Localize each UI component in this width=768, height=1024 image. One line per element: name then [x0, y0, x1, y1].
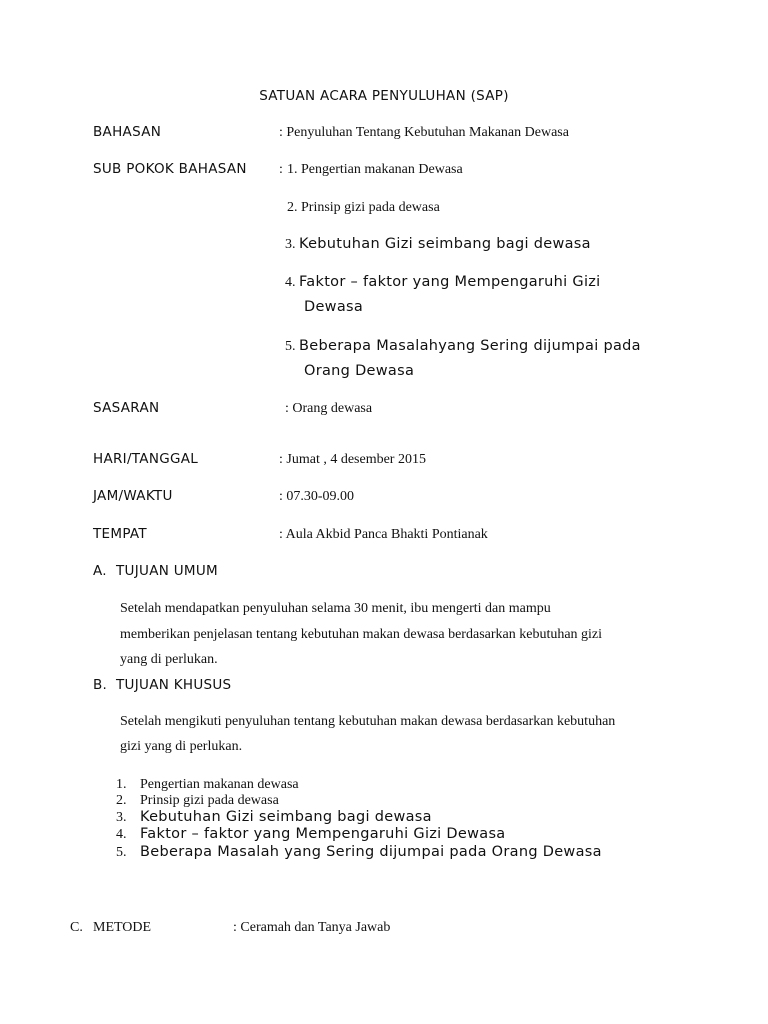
tujuan-khusus-marker: B.	[93, 677, 108, 693]
item-number: 3.	[285, 237, 296, 252]
tujuan-khusus-line: gizi yang di perlukan.	[120, 739, 243, 754]
metode-marker: C.	[70, 920, 83, 935]
hari-value: : Jumat , 4 desember 2015	[279, 452, 426, 467]
list-item: Beberapa Masalah yang Sering dijumpai pada Orang Dewasa	[140, 844, 602, 860]
item-number: 5.	[285, 339, 296, 354]
list-item-number: 3.	[116, 810, 127, 825]
tujuan-khusus-line: Setelah mengikuti penyuluhan tentang kebutuhan makan dewasa berdasarkan kebutuhan	[120, 714, 616, 729]
sub-pokok-item-continuation: Dewasa	[304, 299, 364, 315]
sub-pokok-colon: :	[279, 162, 283, 177]
tujuan-umum-marker: A.	[93, 563, 107, 579]
item-text: Prinsip gizi pada dewasa	[301, 200, 440, 215]
item-number: 2.	[287, 200, 298, 215]
tujuan-khusus-heading: TUJUAN KHUSUS	[116, 677, 232, 693]
jam-value: : 07.30-09.00	[279, 489, 355, 504]
sub-pokok-label: SUB POKOK BAHASAN	[93, 161, 247, 177]
item-text: Kebutuhan Gizi seimbang bagi dewasa	[299, 236, 591, 252]
metode-label: METODE	[93, 920, 152, 935]
sub-pokok-item-continuation: Orang Dewasa	[304, 363, 415, 379]
metode-value: : Ceramah dan Tanya Jawab	[233, 920, 391, 935]
list-item-number: 1.	[116, 777, 127, 792]
sub-pokok-item	[285, 275, 601, 290]
list-item-number: 5.	[116, 845, 127, 860]
bahasan-value: : Penyuluhan Tentang Kebutuhan Makanan Dewasa	[279, 125, 569, 140]
page-title: SATUAN ACARA PENYULUHAN (SAP)	[259, 88, 509, 104]
bahasan-label: BAHASAN	[93, 124, 162, 140]
hari-label: HARI/TANGGAL	[93, 451, 199, 467]
item-text: Pengertian makanan Dewasa	[301, 162, 463, 177]
list-item: Kebutuhan Gizi seimbang bagi dewasa	[140, 809, 432, 825]
list-item-number: 2.	[116, 793, 127, 808]
item-text: Faktor – faktor yang Mempengaruhi Gizi	[299, 274, 601, 290]
sub-pokok-item	[287, 201, 440, 215]
tujuan-umum-heading: TUJUAN UMUM	[116, 563, 218, 579]
tujuan-umum-line: Setelah mendapatkan penyuluhan selama 30 menit, ibu mengerti dan mampu	[120, 601, 551, 616]
item-text: Beberapa Masalahyang Sering dijumpai pada	[299, 338, 641, 354]
sub-pokok-item	[285, 237, 591, 252]
list-item: Pengertian makanan dewasa	[140, 777, 299, 792]
tujuan-umum-line: memberikan penjelasan tentang kebutuhan makan dewasa berdasarkan kebutuhan gizi	[120, 627, 603, 642]
jam-label: JAM/WAKTU	[93, 488, 173, 504]
tempat-label: TEMPAT	[93, 526, 147, 542]
tempat-value: : Aula Akbid Panca Bhakti Pontianak	[279, 527, 488, 542]
sub-pokok-item	[287, 163, 463, 177]
item-number: 1.	[287, 162, 298, 177]
sasaran-value: : Orang dewasa	[285, 401, 373, 416]
tujuan-umum-line: yang di perlukan.	[120, 652, 218, 667]
sub-pokok-item	[285, 339, 641, 354]
list-item: Prinsip gizi pada dewasa	[140, 793, 279, 808]
list-item: Faktor – faktor yang Mempengaruhi Gizi Dewasa	[140, 826, 506, 842]
list-item-number: 4.	[116, 827, 127, 842]
sasaran-label: SASARAN	[93, 400, 160, 416]
item-number: 4.	[285, 275, 296, 290]
